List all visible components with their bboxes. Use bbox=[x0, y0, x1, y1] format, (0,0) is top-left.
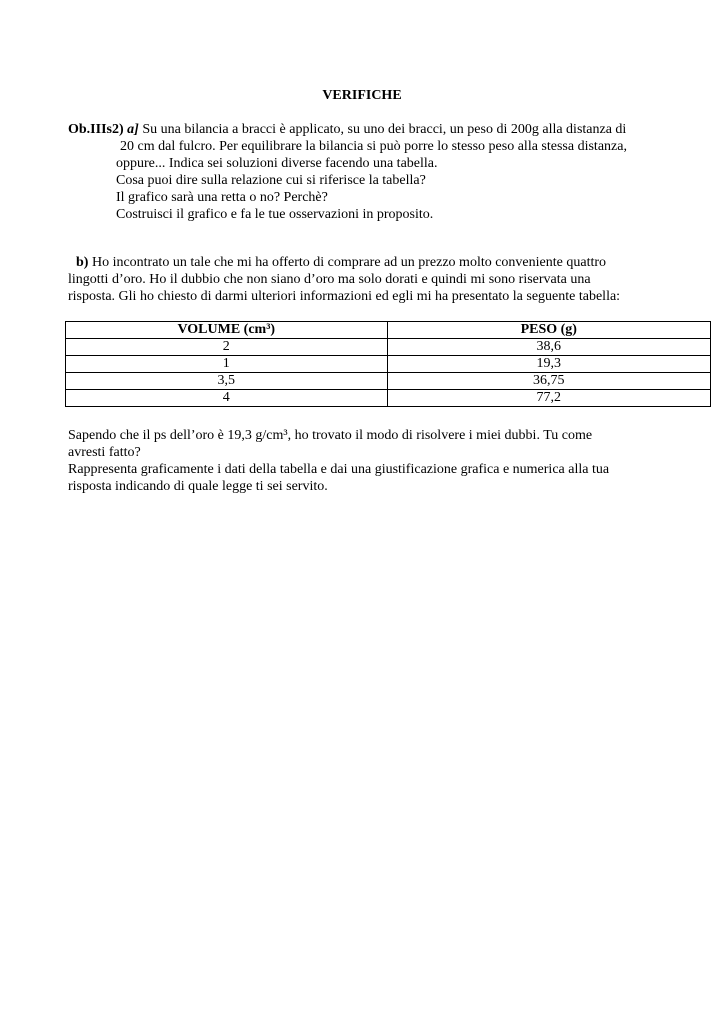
exercise-a-line-2: 20 cm dal fulcro. Per equilibrare la bilancia si può porre lo stesso peso alla stessa distanza, bbox=[120, 139, 627, 154]
table-header-row bbox=[66, 322, 711, 339]
conclusion-line-1: Sapendo che il ps dell’oro è 19,3 g/cm³, ho trovato il modo di risolvere i miei dubbi. Tu come bbox=[68, 428, 593, 443]
table-cell-weight: 19,3 bbox=[387, 356, 710, 373]
column-header-volume: VOLUME (cm³) bbox=[66, 322, 388, 339]
column-header-weight: PESO (g) bbox=[387, 322, 710, 339]
exercise-label: Ob.IIIs2) bbox=[68, 122, 124, 137]
exercise-a-text: Su una bilancia a bracci è applicato, su uno dei bracci, un peso di 200g alla distanza di bbox=[142, 122, 627, 137]
table-row bbox=[66, 390, 711, 407]
conclusion-line-2: avresti fatto? bbox=[68, 445, 141, 460]
exercise-b-line-1 bbox=[68, 254, 668, 271]
exercise-b-line-2: lingotti d’oro. Ho il dubbio che non siano d’oro ma solo dorati e quindi mi sono riservata una bbox=[68, 272, 591, 287]
exercise-a-line-4: Cosa puoi dire sulla relazione cui si riferisce la tabella? bbox=[116, 173, 426, 188]
exercise-b bbox=[68, 254, 668, 305]
table-row bbox=[66, 339, 711, 356]
conclusion-text bbox=[68, 427, 688, 495]
exercise-a-line-6: Costruisci il grafico e fa le tue osservazioni in proposito. bbox=[116, 207, 434, 222]
exercise-a bbox=[68, 121, 668, 223]
exercise-a-line-1 bbox=[68, 121, 668, 138]
table-cell-volume: 2 bbox=[66, 339, 388, 356]
table-cell-volume: 3,5 bbox=[66, 373, 388, 390]
exercise-b-label: b) bbox=[76, 255, 89, 270]
table-row bbox=[66, 356, 711, 373]
conclusion-line-3: Rappresenta graficamente i dati della tabella e dai una giustificazione grafica e numerica alla tua bbox=[68, 462, 610, 477]
table-cell-weight: 38,6 bbox=[387, 339, 710, 356]
conclusion-line-4: risposta indicando di quale legge ti sei servito. bbox=[68, 479, 328, 494]
page-title: VERIFICHE bbox=[322, 88, 402, 103]
exercise-b-text: Ho incontrato un tale che mi ha offerto di comprare ad un prezzo molto conveniente quattro bbox=[91, 255, 607, 270]
table-cell-volume: 4 bbox=[66, 390, 388, 407]
exercise-b-line-3: risposta. Gli ho chiesto di darmi ulteriori informazioni ed egli mi ha presentato la seguente tabella: bbox=[68, 289, 621, 304]
table-cell-volume: 1 bbox=[66, 356, 388, 373]
exercise-a-line-3: oppure... Indica sei soluzioni diverse facendo una tabella. bbox=[116, 156, 438, 171]
table-row bbox=[66, 373, 711, 390]
exercise-a-sublabel: a] bbox=[127, 122, 139, 137]
table-cell-weight: 77,2 bbox=[387, 390, 710, 407]
table-cell-weight: 36,75 bbox=[387, 373, 710, 390]
exercise-a-line-5: Il grafico sarà una retta o no? Perchè? bbox=[116, 190, 328, 205]
volume-weight-table bbox=[65, 321, 711, 407]
